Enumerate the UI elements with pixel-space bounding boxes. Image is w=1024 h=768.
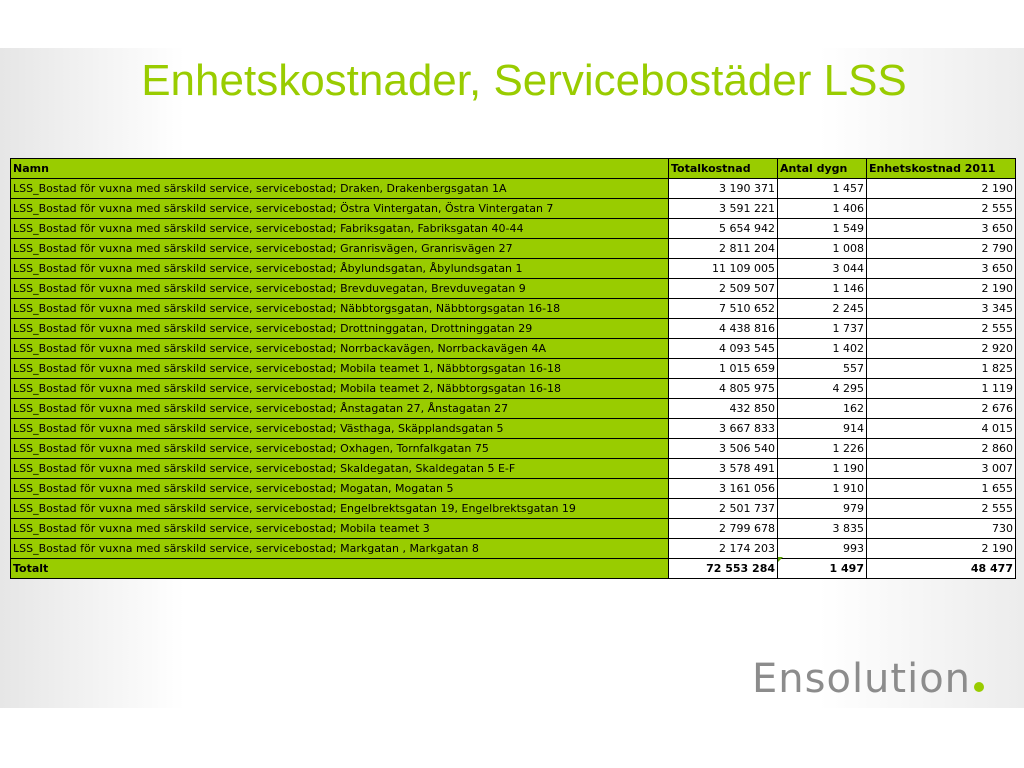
logo-dot-icon: [974, 682, 984, 692]
cell-namn: LSS_Bostad för vuxna med särskild service, servicebostad; Draken, Drakenbergsgatan 1A: [11, 179, 669, 199]
cell-enhetskostnad: 2 190: [867, 279, 1016, 299]
cell-namn: LSS_Bostad för vuxna med särskild service, servicebostad; Mobila teamet 1, Näbbtorgsgatan 16-18: [11, 359, 669, 379]
cell-namn: LSS_Bostad för vuxna med särskild service, servicebostad; Markgatan , Markgatan 8: [11, 539, 669, 559]
cell-namn: LSS_Bostad för vuxna med särskild service, servicebostad; Västhaga, Skäpplandsgatan 5: [11, 419, 669, 439]
cell-enhetskostnad: 2 555: [867, 499, 1016, 519]
cell-totalkostnad: 2 799 678: [669, 519, 778, 539]
cell-namn: LSS_Bostad för vuxna med särskild service, servicebostad; Drottninggatan, Drottninggatan 29: [11, 319, 669, 339]
table-header-row: [11, 159, 1016, 179]
cell-enhetskostnad: 3 345: [867, 299, 1016, 319]
cell-totalkostnad: 3 667 833: [669, 419, 778, 439]
cell-totalkostnad: 3 190 371: [669, 179, 778, 199]
cell-namn: LSS_Bostad för vuxna med särskild service, servicebostad; Östra Vintergatan, Östra Vintergatan 7: [11, 199, 669, 219]
cell-antal-dygn: 1 737: [778, 319, 867, 339]
cell-enhetskostnad: 2 555: [867, 199, 1016, 219]
table-row: [11, 419, 1016, 439]
cell-totalkostnad: 3 506 540: [669, 439, 778, 459]
cell-totalkostnad: 1 015 659: [669, 359, 778, 379]
cell-namn: LSS_Bostad för vuxna med särskild service, servicebostad; Engelbrektsgatan 19, Engelbrektsgatan 19: [11, 499, 669, 519]
table-row: [11, 179, 1016, 199]
cell-enhetskostnad: 2 190: [867, 539, 1016, 559]
table-row: [11, 299, 1016, 319]
cell-namn: LSS_Bostad för vuxna med särskild service, servicebostad; Brevduvegatan, Brevduvegatan 9: [11, 279, 669, 299]
slide-title: Enhetskostnader, Servicebostäder LSS: [141, 56, 907, 105]
table-row: [11, 359, 1016, 379]
cell-totalkostnad: 2 501 737: [669, 499, 778, 519]
cell-antal-dygn: 1 190: [778, 459, 867, 479]
cell-enhetskostnad: 3 650: [867, 219, 1016, 239]
cell-namn: LSS_Bostad för vuxna med särskild service, servicebostad; Skaldegatan, Skaldegatan 5 E-F: [11, 459, 669, 479]
cell-antal-dygn: 1 402: [778, 339, 867, 359]
table-row: [11, 239, 1016, 259]
cell-totalkostnad: 4 438 816: [669, 319, 778, 339]
header-namn: Namn: [11, 159, 669, 179]
cell-totalkostnad: 72 553 284: [669, 559, 778, 579]
cell-totalkostnad: 4 093 545: [669, 339, 778, 359]
cell-enhetskostnad: 1 825: [867, 359, 1016, 379]
cell-antal-dygn: 1 910: [778, 479, 867, 499]
cell-totalkostnad: 432 850: [669, 399, 778, 419]
table-row: [11, 499, 1016, 519]
cell-comment-marker: [778, 557, 783, 562]
cell-antal-dygn: 2 245: [778, 299, 867, 319]
cell-antal-dygn: 1 146: [778, 279, 867, 299]
cell-totalkostnad: 11 109 005: [669, 259, 778, 279]
table-row: [11, 199, 1016, 219]
cell-enhetskostnad: 730: [867, 519, 1016, 539]
table-row: [11, 539, 1016, 559]
cell-antal-dygn: 1 457: [778, 179, 867, 199]
cell-namn: LSS_Bostad för vuxna med särskild service, servicebostad; Norrbackavägen, Norrbackavägen 4A: [11, 339, 669, 359]
cell-antal-dygn: 1 549: [778, 219, 867, 239]
cell-antal-dygn: 1 497: [778, 559, 867, 579]
cell-totalkostnad: 3 591 221: [669, 199, 778, 219]
header-totalkostnad: Totalkostnad: [669, 159, 778, 179]
cell-totalkostnad: 3 578 491: [669, 459, 778, 479]
table-total-row: [11, 559, 1016, 579]
ensolution-logo: [752, 656, 984, 702]
header-antal-dygn: Antal dygn: [778, 159, 867, 179]
cell-enhetskostnad: 1 119: [867, 379, 1016, 399]
table-row: [11, 399, 1016, 419]
table-row: [11, 279, 1016, 299]
logo-text: Ensolution: [752, 656, 972, 702]
cell-antal-dygn: 4 295: [778, 379, 867, 399]
cell-totalkostnad: 2 174 203: [669, 539, 778, 559]
cell-antal-dygn: 914: [778, 419, 867, 439]
table-row: [11, 519, 1016, 539]
cell-totalkostnad: 5 654 942: [669, 219, 778, 239]
cell-antal-dygn: 3 044: [778, 259, 867, 279]
cell-enhetskostnad: 2 920: [867, 339, 1016, 359]
cell-enhetskostnad: 2 555: [867, 319, 1016, 339]
table-row: [11, 319, 1016, 339]
table-row: [11, 379, 1016, 399]
cell-namn: LSS_Bostad för vuxna med särskild service, servicebostad; Granrisvägen, Granrisvägen 27: [11, 239, 669, 259]
cell-enhetskostnad: 4 015: [867, 419, 1016, 439]
cell-totalkostnad: 4 805 975: [669, 379, 778, 399]
cell-enhetskostnad: 48 477: [867, 559, 1016, 579]
cell-antal-dygn: 993: [778, 539, 867, 559]
cell-enhetskostnad: 2 190: [867, 179, 1016, 199]
cell-totalkostnad: 2 509 507: [669, 279, 778, 299]
cell-enhetskostnad: 2 860: [867, 439, 1016, 459]
cell-totalkostnad: 7 510 652: [669, 299, 778, 319]
table-row: [11, 459, 1016, 479]
cell-namn: LSS_Bostad för vuxna med särskild service, servicebostad; Mobila teamet 3: [11, 519, 669, 539]
table-row: [11, 259, 1016, 279]
cell-namn: LSS_Bostad för vuxna med särskild service, servicebostad; Fabriksgatan, Fabriksgatan 40-44: [11, 219, 669, 239]
cell-antal-dygn: 1 008: [778, 239, 867, 259]
cell-antal-dygn: 3 835: [778, 519, 867, 539]
cell-totalkostnad: 3 161 056: [669, 479, 778, 499]
cell-antal-dygn: 979: [778, 499, 867, 519]
cell-enhetskostnad: 1 655: [867, 479, 1016, 499]
cell-namn: LSS_Bostad för vuxna med särskild service, servicebostad; Oxhagen, Tornfalkgatan 75: [11, 439, 669, 459]
cell-enhetskostnad: 3 007: [867, 459, 1016, 479]
cell-antal-dygn: 162: [778, 399, 867, 419]
cell-totalkostnad: 2 811 204: [669, 239, 778, 259]
cell-enhetskostnad: 3 650: [867, 259, 1016, 279]
cell-enhetskostnad: 2 676: [867, 399, 1016, 419]
cell-namn: LSS_Bostad för vuxna med särskild service, servicebostad; Ånstagatan 27, Ånstagatan 27: [11, 399, 669, 419]
cost-table: [10, 158, 1016, 579]
cell-enhetskostnad: 2 790: [867, 239, 1016, 259]
table-row: [11, 479, 1016, 499]
table-row: [11, 339, 1016, 359]
table-row: [11, 219, 1016, 239]
cell-antal-dygn: 1 226: [778, 439, 867, 459]
cell-antal-dygn: 1 406: [778, 199, 867, 219]
cell-namn: Totalt: [11, 559, 669, 579]
cell-namn: LSS_Bostad för vuxna med särskild service, servicebostad; Mobila teamet 2, Näbbtorgsgatan 16-18: [11, 379, 669, 399]
table-row: [11, 439, 1016, 459]
cell-namn: LSS_Bostad för vuxna med särskild service, servicebostad; Mogatan, Mogatan 5: [11, 479, 669, 499]
cell-antal-dygn: 557: [778, 359, 867, 379]
header-enhetskostnad: Enhetskostnad 2011: [867, 159, 1016, 179]
cell-namn: LSS_Bostad för vuxna med särskild service, servicebostad; Åbylundsgatan, Åbylundsgatan 1: [11, 259, 669, 279]
cell-namn: LSS_Bostad för vuxna med särskild service, servicebostad; Näbbtorgsgatan, Näbbtorgsgatan 16-18: [11, 299, 669, 319]
